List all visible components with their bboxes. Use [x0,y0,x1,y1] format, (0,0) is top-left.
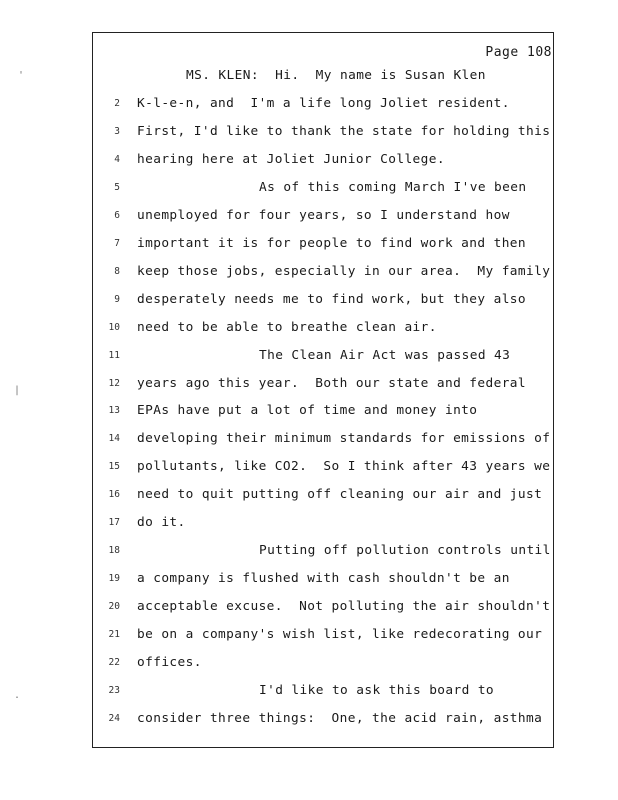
line-number: 17 [108,517,120,529]
transcript-line: I'd like to ask this board to [259,682,495,698]
line-number: 14 [108,433,120,445]
margin-tick: | [14,385,21,396]
transcript-line: As of this coming March I've been [259,179,527,195]
line-number: 11 [108,349,120,361]
transcript-line: First, I'd like to thank the state for holding this [137,123,551,139]
line-number: 7 [114,237,120,249]
transcript-line: acceptable excuse. Not polluting the air shouldn't [137,599,551,615]
transcript-line: years ago this year. Both our state and federal [137,375,527,391]
line-number: 9 [114,293,120,305]
line-number: 8 [114,265,120,277]
transcript-line: need to be able to breathe clean air. [137,319,437,335]
transcript-line: keep those jobs, especially in our area. My family [137,263,551,279]
margin-tick: . [14,690,21,701]
line-number: 22 [108,657,120,668]
line-number: 23 [108,684,120,696]
transcript-line: a company is flushed with cash shouldn't be an [137,571,510,587]
transcript-line: Putting off pollution controls until [259,543,551,559]
page-number: Page 108 [485,45,552,60]
line-number: 20 [108,601,120,613]
line-number: 10 [108,321,120,333]
line-number: 18 [108,545,120,557]
margin-tick: ' [18,70,25,81]
transcript-line: offices. [137,655,202,670]
transcript-line: do it. [137,515,186,531]
line-number: 13 [108,405,120,417]
line-number: 12 [108,377,120,389]
line-number: 5 [114,181,120,193]
transcript-line: pollutants, like CO2. So I think after 43 years we [137,459,551,475]
transcript-line: unemployed for four years, so I understand how [137,207,510,223]
transcript-line: consider three things: One, the acid rain, asthma [137,710,543,726]
line-number: 16 [108,489,120,501]
line-number: 19 [108,573,120,585]
line-number: 24 [108,712,120,724]
transcript-line: desperately needs me to find work, but they also [137,291,527,307]
line-number: 2 [114,98,120,109]
line-number: 15 [108,461,120,473]
transcript-line: need to quit putting off cleaning our air and just [137,487,543,503]
transcript-line: developing their minimum standards for emissions of [137,431,551,447]
transcript-line: EPAs have put a lot of time and money into [137,403,478,419]
transcript-line: important it is for people to find work and then [137,235,527,251]
line-number: 6 [114,209,120,221]
speaker-line: MS. KLEN: Hi. My name is Susan Klen [186,68,486,83]
transcript-line: K-l-e-n, and I'm a life long Joliet resident. [137,96,510,111]
line-number: 4 [114,153,120,165]
transcript-line: The Clean Air Act was passed 43 [259,347,511,363]
transcript-line: hearing here at Joliet Junior College. [137,151,445,167]
line-number: 3 [114,125,120,137]
transcript-line: be on a company's wish list, like redecorating our [137,627,543,643]
line-number: 21 [108,629,120,641]
